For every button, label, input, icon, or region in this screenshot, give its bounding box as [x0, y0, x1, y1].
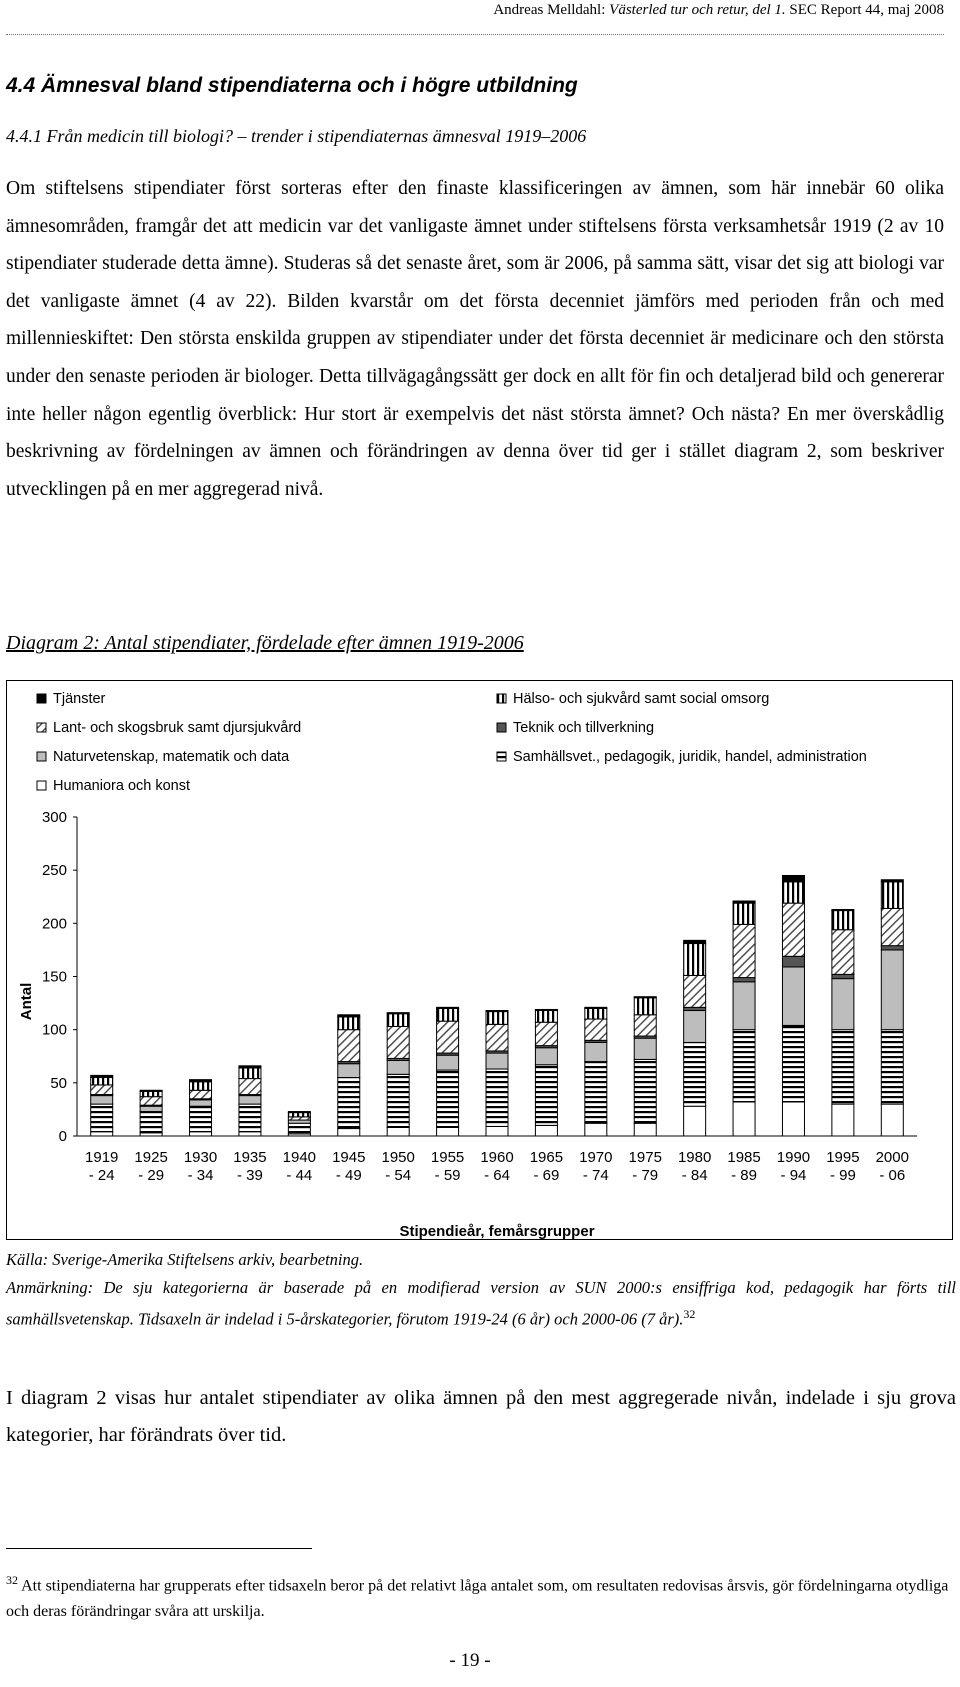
- footnote-number: 32: [6, 1573, 18, 1587]
- bar-segment: [486, 1012, 508, 1025]
- x-tick-label: 1930: [183, 1149, 218, 1166]
- bar-segment: [288, 1113, 310, 1117]
- bar-segment: [288, 1112, 310, 1113]
- x-tick-label: 1945: [332, 1149, 366, 1166]
- bar-segment: [733, 1030, 755, 1102]
- bar-segment: [782, 903, 804, 956]
- bar-segment: [832, 930, 854, 975]
- bar-segment: [535, 1048, 557, 1065]
- chart-container: [6, 680, 953, 1240]
- x-tick-label: - 99: [829, 1167, 856, 1184]
- bar-segment: [684, 975, 706, 1007]
- section-heading: 4.4 Ämnesval bland stipendiaterna och i högre utbildning: [6, 74, 578, 97]
- y-tick-label: 300: [41, 809, 67, 826]
- bar-segment: [140, 1106, 162, 1111]
- legend-swatch: [37, 723, 46, 732]
- bar-segment: [782, 1102, 804, 1136]
- legend-label: Lant- och skogsbruk samt djursjukvård: [53, 720, 302, 736]
- legend-swatch: [37, 694, 46, 703]
- chart-legend: [37, 691, 867, 794]
- bar-segment: [338, 1129, 360, 1136]
- x-tick-label: - 06: [879, 1167, 906, 1184]
- bar-segment: [288, 1123, 310, 1134]
- bar-segment: [437, 1007, 459, 1008]
- bar-segment: [832, 1030, 854, 1104]
- bar-segment: [832, 1104, 854, 1136]
- bar-segment: [91, 1075, 113, 1077]
- bar-segment: [437, 1021, 459, 1053]
- bar-segment: [881, 908, 903, 945]
- bar-segment: [733, 982, 755, 1030]
- bar-segment: [535, 1011, 557, 1023]
- chart-note: [6, 1274, 956, 1333]
- diagram-title: [6, 632, 524, 655]
- bar-segment: [585, 1062, 607, 1124]
- legend-label: Tjänster: [53, 691, 106, 707]
- legend-swatch: [497, 723, 506, 732]
- bar-segment: [733, 903, 755, 924]
- header-report: SEC Report 44, maj 2008: [785, 2, 944, 18]
- bar-segment: [140, 1097, 162, 1106]
- bar-segment: [437, 1127, 459, 1136]
- y-tick-label: 50: [50, 1074, 67, 1092]
- bar-segment: [535, 1125, 557, 1136]
- bar-segment: [190, 1080, 212, 1082]
- x-tick-label: 1960: [480, 1149, 514, 1166]
- bar-segment: [881, 882, 903, 909]
- bar-segment: [486, 1024, 508, 1051]
- bar-segment: [91, 1085, 113, 1095]
- x-tick-label: 1955: [430, 1149, 465, 1166]
- footnote-text: Att stipendiaterna har grupperats efter tidsaxeln beror på det relativt låga antalet som, om resultaten redovisas årsvis, gör fördelningarna otydliga och deras förändringar svåra att urskilja.: [6, 1577, 949, 1621]
- bar-segment: [832, 979, 854, 1030]
- bar-segment: [437, 1055, 459, 1070]
- bar-segment: [782, 1025, 804, 1102]
- bar-segment: [881, 946, 903, 950]
- x-tick-label: - 59: [434, 1167, 461, 1184]
- running-header: [460, 2, 944, 19]
- bar-segment: [585, 1042, 607, 1061]
- bar-segment: [634, 1038, 656, 1059]
- header-rule: [6, 34, 944, 35]
- legend-label: Naturvetenskap, matematik och data: [53, 749, 290, 765]
- bar-segment: [387, 1074, 409, 1127]
- y-tick-label: 150: [41, 968, 67, 986]
- x-tick-label: 1925: [134, 1149, 168, 1166]
- legend-label: Teknik och tillverkning: [513, 720, 655, 736]
- page-number: - 19 -: [449, 1650, 491, 1671]
- bar-segment: [535, 1065, 557, 1126]
- bar-segment: [239, 1132, 261, 1136]
- bar-segment: [239, 1096, 261, 1105]
- x-tick-label: - 89: [731, 1167, 757, 1184]
- x-tick-label: - 69: [533, 1167, 560, 1184]
- chart-source: Källa: Sverige-Amerika Stiftelsens arkiv, bearbetning.: [6, 1250, 364, 1269]
- bar-segment: [387, 1127, 409, 1136]
- legend-swatch: [37, 752, 46, 761]
- bar-segment: [733, 901, 755, 903]
- bar-segment: [239, 1066, 261, 1068]
- x-tick-label: - 64: [484, 1167, 510, 1184]
- bar-segment: [91, 1078, 113, 1085]
- bar-segment: [684, 1011, 706, 1043]
- bar-segment: [881, 880, 903, 882]
- bar-segment: [140, 1090, 162, 1091]
- bar-segment: [140, 1112, 162, 1133]
- x-tick-label: - 24: [88, 1167, 115, 1184]
- bar-segment: [535, 1009, 557, 1010]
- x-tick-label: 1965: [529, 1149, 564, 1166]
- bar-segment: [585, 1019, 607, 1040]
- bar-segment: [190, 1106, 212, 1132]
- x-tick-label: - 74: [582, 1167, 609, 1184]
- body-paragraph: [6, 170, 944, 508]
- x-tick-label: - 44: [286, 1167, 313, 1184]
- legend-swatch: [497, 752, 506, 761]
- bar-segment: [634, 1059, 656, 1123]
- bar-segment: [437, 1008, 459, 1021]
- bar-segment: [782, 967, 804, 1025]
- bar-segment: [486, 1053, 508, 1069]
- bar-segment: [684, 1042, 706, 1106]
- bar-segment: [832, 911, 854, 930]
- paragraph-2: I diagram 2 visas hur antalet stipendiater av olika ämnen på den mest aggregerade nivån, indelade i sju grova kategorier, har förändrats över tid.: [6, 1387, 956, 1446]
- bar-segment: [782, 875, 804, 881]
- bar-segment: [437, 1070, 459, 1127]
- bar-segment: [387, 1026, 409, 1058]
- legend-label: Samhällsvet., pedagogik, juridik, handel, administration: [513, 749, 867, 765]
- x-tick-label: 1990: [776, 1149, 811, 1166]
- bar-segment: [733, 924, 755, 977]
- bar-segment: [585, 1123, 607, 1136]
- bar-segment: [634, 998, 656, 1015]
- header-author: Andreas Melldahl:: [493, 2, 610, 18]
- chart-note-text: Anmärkning: De sju kategorierna är baserade på en modifierad version av SUN 2000:s ensiffriga kod, pedagogik har förts till samhällsvetenskap. Tidsaxeln är indelad i 5-årskategorier, förutom 1919-24 (6 år) och 2000-06 (7 år).: [6, 1278, 956, 1329]
- bar-segment: [338, 1017, 360, 1030]
- legend-label: Humaniora och konst: [53, 778, 191, 794]
- bar-segment: [190, 1132, 212, 1136]
- bar-segment: [387, 1061, 409, 1075]
- bar-segment: [338, 1030, 360, 1062]
- bar-segment: [190, 1090, 212, 1099]
- diagram-title-text: Diagram 2: Antal stipendiater, fördelade efter ämnen 1919-2006: [6, 632, 524, 654]
- bar-segment: [832, 974, 854, 978]
- x-tick-label: 1935: [233, 1149, 267, 1166]
- bar-segment: [684, 944, 706, 976]
- legend-swatch: [37, 781, 46, 790]
- bar-segment: [239, 1104, 261, 1132]
- x-tick-label: 1985: [727, 1149, 761, 1166]
- bar-segment: [585, 1007, 607, 1008]
- x-tick-label: 2000: [875, 1149, 909, 1166]
- x-tick-label: - 49: [335, 1167, 362, 1184]
- header-title: Västerled tur och retur, del 1.: [609, 2, 786, 18]
- bar-segment: [239, 1079, 261, 1095]
- y-axis-title: Antal: [18, 982, 35, 1021]
- footnote: [6, 1567, 956, 1625]
- x-tick-label: - 54: [385, 1167, 412, 1184]
- bar-segment: [387, 1014, 409, 1027]
- x-tick-label: - 79: [632, 1167, 659, 1184]
- bar-segment: [733, 978, 755, 982]
- bar-segment: [535, 1022, 557, 1045]
- bar-segment: [91, 1096, 113, 1105]
- paragraph-1: Om stiftelsens stipendiater först sorteras efter den finaste klassificeringen av ämnen, som här innebär 60 olika ämnesområden, framgår det att medicin var det vanligaste ämnet under stiftelsens första verksamhetsår 1919 (2 av 10 stipendiater studerade detta ämne). Studeras så det senaste året, som är 2006, på samma sätt, visar det sig att biologi var det vanligaste ämnet (4 av 22). Bilden kvarstår om det första decenniet jämförs med perioden från och med millennieskiftet: Den största enskilda gruppen av stipendiater under det första decenniet är medicinare och den största under den senaste perioden är biologer. Detta tillvägagångssätt ger dock en allt för fin och detaljerad bild och genererar inte heller någon egentlig överblick: Hur stort är exempelvis det näst största ämnet? Och nästa? En mer överskådlig beskrivning av fördelningen av ämnen och förändringen av denna över tid ger i stället diagram 2, som beskriver utvecklingen på en mer aggregerad nivå.: [6, 178, 944, 500]
- bar-segment: [486, 1011, 508, 1012]
- chart-bars: [91, 875, 904, 1136]
- footnote-ref[interactable]: 32: [683, 1307, 696, 1321]
- bar-segment: [832, 910, 854, 911]
- y-tick-label: 0: [58, 1128, 67, 1145]
- bar-segment: [91, 1132, 113, 1136]
- bar-segment: [486, 1069, 508, 1126]
- legend-swatch: [497, 694, 506, 703]
- bar-segment: [387, 1013, 409, 1014]
- y-tick-label: 250: [41, 862, 67, 880]
- x-tick-label: - 29: [138, 1167, 165, 1184]
- footnote-rule: [6, 1548, 312, 1549]
- bar-segment: [881, 1030, 903, 1104]
- x-tick-label: - 94: [780, 1167, 807, 1184]
- bar-segment: [190, 1082, 212, 1091]
- legend-label: Hälso- och sjukvård samt social omsorg: [513, 691, 770, 707]
- x-tick-label: 1980: [677, 1149, 712, 1166]
- bar-segment: [782, 882, 804, 903]
- bar-segment: [733, 1102, 755, 1136]
- bar-segment: [585, 1008, 607, 1019]
- bar-segment: [338, 1015, 360, 1017]
- y-tick-label: 200: [41, 915, 67, 933]
- bar-segment: [91, 1104, 113, 1132]
- x-tick-label: - 84: [681, 1167, 708, 1184]
- x-tick-label: 1950: [381, 1149, 415, 1166]
- y-tick-label: 100: [41, 1021, 67, 1039]
- bar-segment: [634, 997, 656, 998]
- x-tick-label: - 34: [187, 1167, 214, 1184]
- bar-segment: [782, 956, 804, 967]
- x-tick-label: 1940: [282, 1149, 317, 1166]
- bar-segment: [338, 1064, 360, 1078]
- stacked-bar-chart: [7, 681, 954, 1241]
- bar-segment: [684, 940, 706, 943]
- bar-segment: [140, 1091, 162, 1096]
- x-tick-label: 1975: [628, 1149, 662, 1166]
- bar-segment: [881, 1104, 903, 1136]
- x-axis-title: Stipendieår, femårsgrupper: [399, 1223, 595, 1240]
- x-tick-label: 1995: [826, 1149, 860, 1166]
- bar-segment: [190, 1100, 212, 1106]
- x-tick-label: 1919: [85, 1149, 119, 1166]
- bar-segment: [634, 1123, 656, 1136]
- bar-segment: [338, 1078, 360, 1129]
- subsection-heading: 4.4.1 Från medicin till biologi? – trender i stipendiaternas ämnesval 1919–2006: [6, 126, 587, 146]
- bar-segment: [881, 950, 903, 1030]
- x-tick-label: - 39: [237, 1167, 263, 1184]
- bar-segment: [634, 1015, 656, 1036]
- bar-segment: [239, 1068, 261, 1079]
- x-tick-label: 1970: [579, 1149, 613, 1166]
- bar-segment: [486, 1126, 508, 1136]
- bar-segment: [684, 1106, 706, 1136]
